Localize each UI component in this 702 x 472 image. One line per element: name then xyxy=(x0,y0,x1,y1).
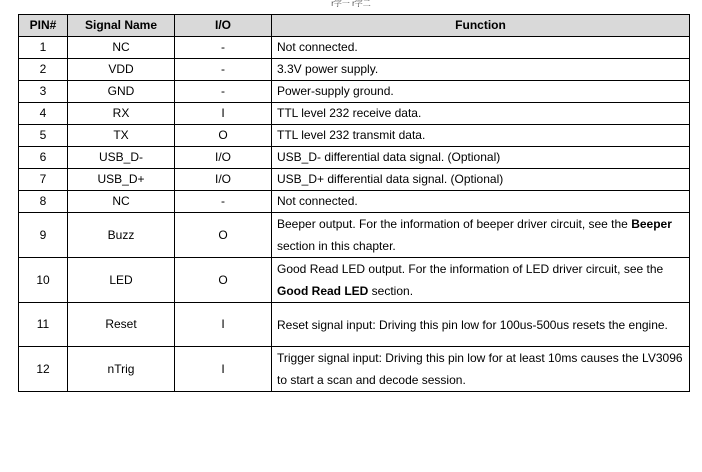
pin-number: 4 xyxy=(19,103,68,125)
pin-assignment-table xyxy=(18,14,690,392)
table-row xyxy=(19,59,690,81)
signal-name: RX xyxy=(68,103,175,125)
table-row xyxy=(19,103,690,125)
table-row xyxy=(19,303,690,347)
page-header-fragment: r字一 r字二 xyxy=(331,0,371,8)
function-text xyxy=(272,213,690,258)
io-type: I/O xyxy=(175,169,272,191)
table-row xyxy=(19,81,690,103)
function-text-emphasis: Beeper xyxy=(631,217,672,231)
pin-number: 3 xyxy=(19,81,68,103)
header-function: Function xyxy=(272,15,690,37)
signal-name: NC xyxy=(68,37,175,59)
table-header-row xyxy=(19,15,690,37)
signal-name: USB_D- xyxy=(68,147,175,169)
table-row xyxy=(19,125,690,147)
io-type: - xyxy=(175,191,272,213)
table-row xyxy=(19,213,690,258)
pin-number: 5 xyxy=(19,125,68,147)
function-text-emphasis: Good Read LED xyxy=(277,284,369,298)
io-type: O xyxy=(175,213,272,258)
io-type: I xyxy=(175,347,272,392)
io-type: - xyxy=(175,59,272,81)
io-type: - xyxy=(175,37,272,59)
header-signal-name: Signal Name xyxy=(68,15,175,37)
io-type: O xyxy=(175,125,272,147)
header-pin: PIN# xyxy=(19,15,68,37)
signal-name: USB_D+ xyxy=(68,169,175,191)
function-text: Reset signal input: Driving this pin low for 100us-500us resets the engine. xyxy=(272,303,690,347)
pin-number: 11 xyxy=(19,303,68,347)
function-text xyxy=(272,258,690,303)
function-text: USB_D- differential data signal. (Optional) xyxy=(272,147,690,169)
function-text: Not connected. xyxy=(272,37,690,59)
io-type: I xyxy=(175,103,272,125)
function-text-part: section. xyxy=(368,284,414,298)
function-text-part: Good Read LED output. For the information of LED driver circuit, see the xyxy=(277,262,664,276)
io-type: I/O xyxy=(175,147,272,169)
table-row xyxy=(19,147,690,169)
pin-number: 12 xyxy=(19,347,68,392)
io-type: I xyxy=(175,303,272,347)
signal-name: Buzz xyxy=(68,213,175,258)
pin-number: 8 xyxy=(19,191,68,213)
header-io: I/O xyxy=(175,15,272,37)
table-row xyxy=(19,37,690,59)
table-row xyxy=(19,258,690,303)
function-text: Power-supply ground. xyxy=(272,81,690,103)
function-text-part: Beeper output. For the information of beeper driver circuit, see the xyxy=(277,217,632,231)
signal-name: VDD xyxy=(68,59,175,81)
io-type: O xyxy=(175,258,272,303)
table-row xyxy=(19,169,690,191)
table-row xyxy=(19,191,690,213)
pin-number: 1 xyxy=(19,37,68,59)
function-text: TTL level 232 transmit data. xyxy=(272,125,690,147)
function-text: TTL level 232 receive data. xyxy=(272,103,690,125)
pin-number: 10 xyxy=(19,258,68,303)
table-row xyxy=(19,347,690,392)
signal-name: LED xyxy=(68,258,175,303)
function-text: Not connected. xyxy=(272,191,690,213)
pin-number: 9 xyxy=(19,213,68,258)
signal-name: GND xyxy=(68,81,175,103)
function-text: 3.3V power supply. xyxy=(272,59,690,81)
signal-name: NC xyxy=(68,191,175,213)
pin-number: 2 xyxy=(19,59,68,81)
function-text: USB_D+ differential data signal. (Optional) xyxy=(272,169,690,191)
signal-name: nTrig xyxy=(68,347,175,392)
pin-number: 7 xyxy=(19,169,68,191)
io-type: - xyxy=(175,81,272,103)
signal-name: TX xyxy=(68,125,175,147)
pin-number: 6 xyxy=(19,147,68,169)
signal-name: Reset xyxy=(68,303,175,347)
function-text-part: section in this chapter. xyxy=(277,239,396,253)
function-text: Trigger signal input: Driving this pin low for at least 10ms causes the LV3096 to start a scan and decode session. xyxy=(272,347,690,392)
